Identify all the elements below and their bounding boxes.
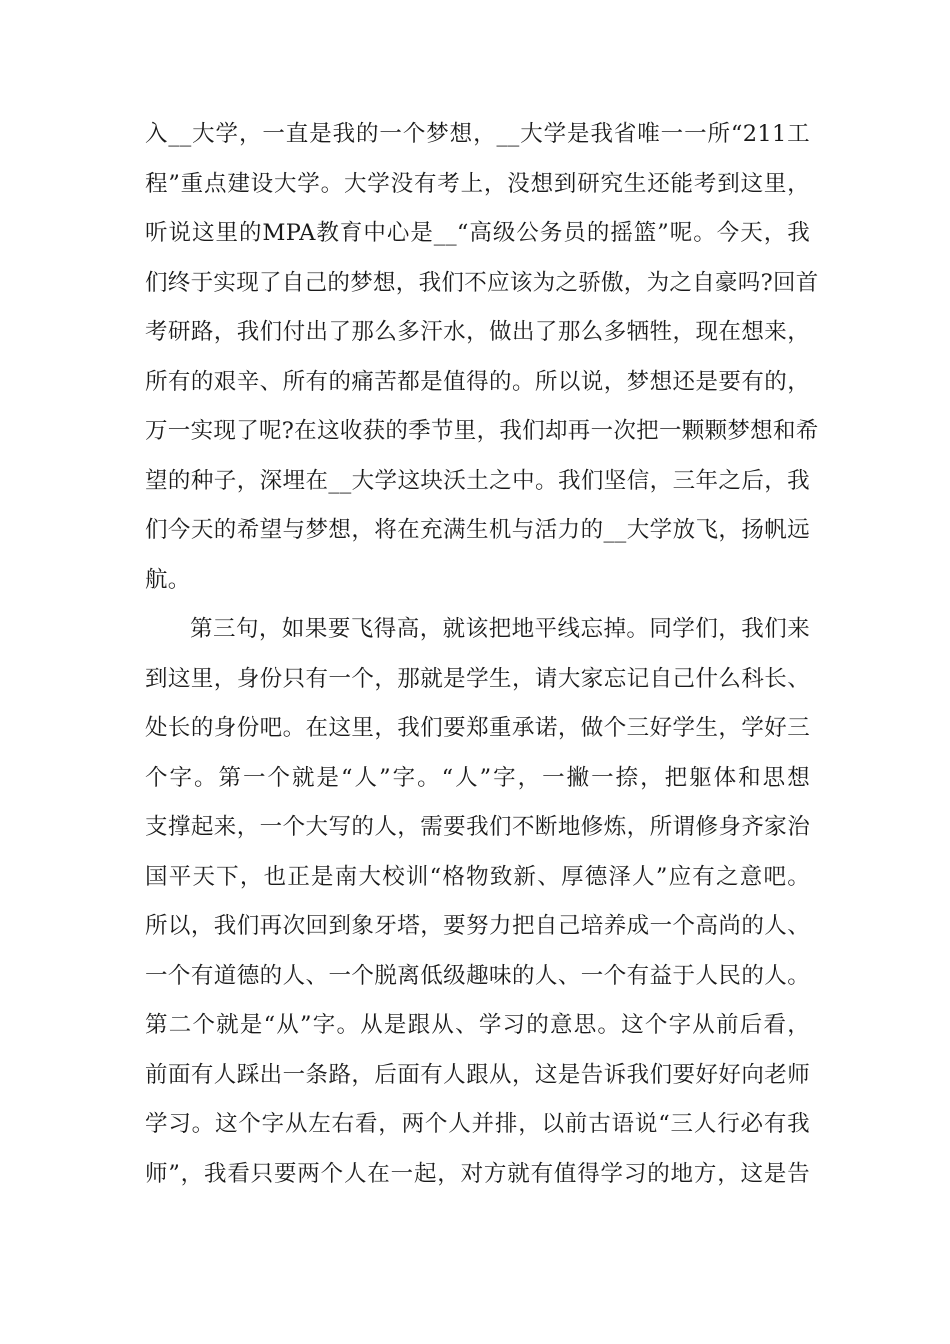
paragraph-line: 听说这里的MPA教育中心是__“高级公务员的摇篮”呢。今天，我 [145, 220, 810, 246]
paragraph-line: 考研路，我们付出了那么多汗水，做出了那么多牺牲，现在想来， [145, 319, 810, 345]
paragraph-1 [145, 110, 819, 605]
paragraph-line: 师”，我看只要两个人在一起，对方就有值得学习的地方，这是告 [145, 1160, 810, 1187]
paragraph-line: 一个有道德的人、一个脱离低级趣味的人、一个有益于人民的人。 [145, 962, 810, 989]
paragraph-line: 所以，我们再次回到象牙塔，要努力把自己培养成一个高尚的人、 [145, 913, 810, 939]
paragraph-line: 第三句，如果要飞得高，就该把地平线忘掉。同学们，我们来 [190, 616, 810, 642]
paragraph-line: 学习。这个字从左右看，两个人并排，以前古语说“三人行必有我 [145, 1111, 810, 1137]
paragraph-line: 第二个就是“从”字。从是跟从、学习的意思。这个字从前后看， [145, 1012, 810, 1038]
paragraph-line: 个字。第一个就是“人”字。“人”字，一撇一捺，把躯体和思想 [145, 764, 810, 791]
paragraph-2 [145, 605, 810, 1199]
paragraph-line: 们今天的希望与梦想，将在充满生机与活力的__大学放飞，扬帆远 [145, 517, 810, 543]
paragraph-line: 程”重点建设大学。大学没有考上，没想到研究生还能考到这里， [145, 170, 810, 197]
paragraph-line: 万一实现了呢?在这收获的季节里，我们却再一次把一颗颗梦想和希 [145, 418, 819, 444]
paragraph-line: 到这里，身份只有一个，那就是学生，请大家忘记自己什么科长、 [145, 665, 810, 692]
document-body [145, 110, 819, 1199]
paragraph-line: 入__大学，一直是我的一个梦想，__大学是我省唯一一所“211工 [145, 121, 810, 147]
paragraph-line: 望的种子，深埋在__大学这块沃土之中。我们坚信，三年之后，我 [145, 467, 810, 494]
paragraph-line: 前面有人踩出一条路，后面有人跟从，这是告诉我们要好好向老师 [145, 1061, 810, 1088]
paragraph-line: 处长的身份吧。在这里，我们要郑重承诺，做个三好学生，学好三 [145, 715, 810, 741]
paragraph-line: 支撑起来，一个大写的人，需要我们不断地修炼，所谓修身齐家治 [145, 814, 810, 840]
paragraph-line: 航。 [145, 566, 191, 593]
paragraph-line: 国平天下，也正是南大校训“格物致新、厚德泽人”应有之意吧。 [145, 863, 810, 890]
paragraph-line: 们终于实现了自己的梦想，我们不应该为之骄傲，为之自豪吗?回首 [145, 269, 819, 296]
paragraph-line: 所有的艰辛、所有的痛苦都是值得的。所以说，梦想还是要有的， [145, 368, 810, 395]
